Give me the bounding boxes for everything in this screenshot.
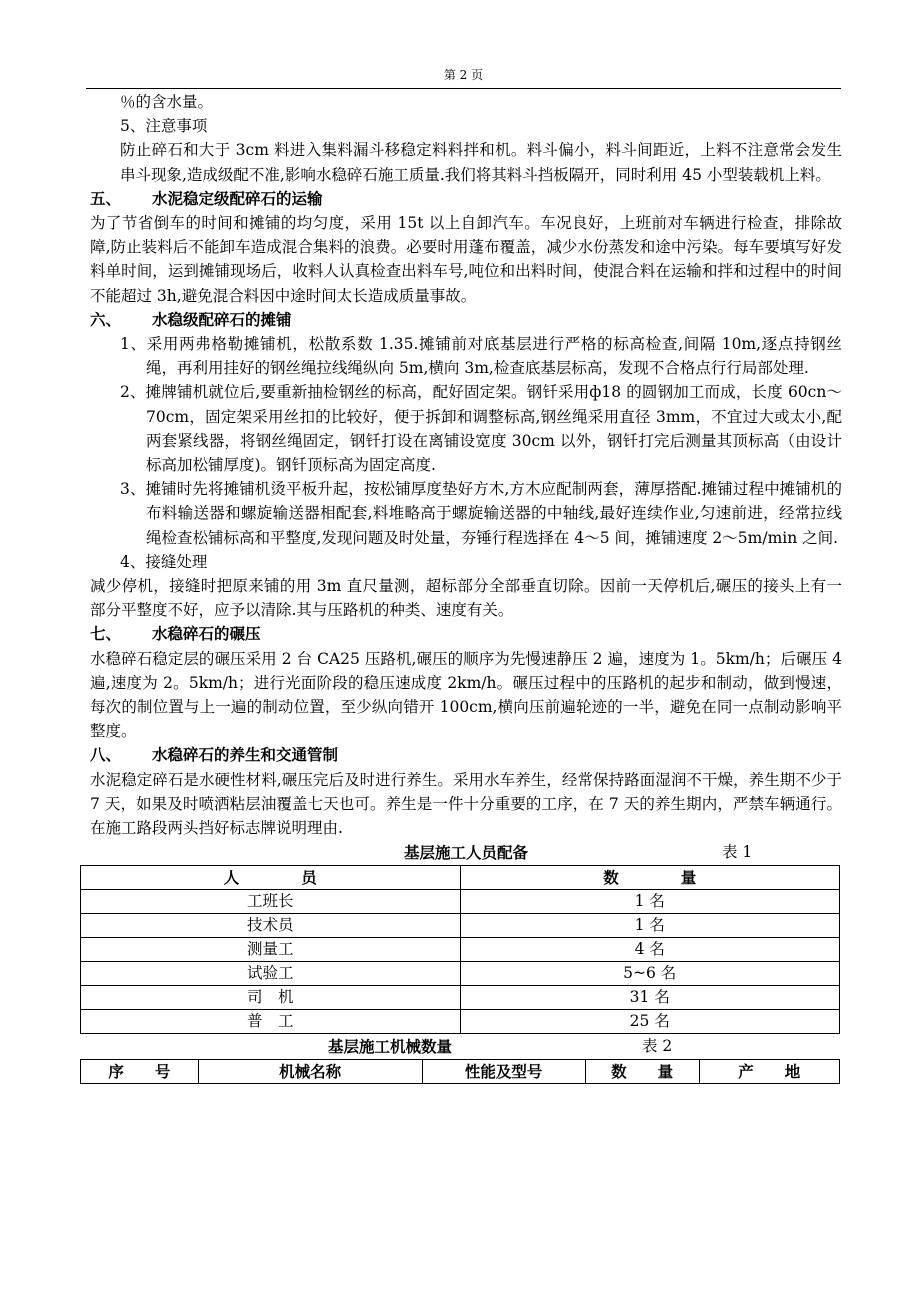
section-7-heading: 七、 水稳碎石的碾压 <box>90 624 261 644</box>
page-header <box>86 68 841 89</box>
section-7-body: 水稳碎石稳定层的碾压采用 2 台 CA25 压路机,碾压的顺序为先慢速静压 2 遍，速度为 1。5km/h；后碾压 4 遍,速度为 2。5km/h；进行光面阶段的稳压速成度 2km/h。碾压过程中的压路机的起步和制动，做到慢速，每次的制位置与上一遍的制动位置，至少纵向错开 100cm,横向压前遍轮迹的一半，避免在同一点制动影响平整度。 <box>90 649 842 741</box>
table-2-title: 基层施工机械数量 <box>328 1037 453 1057</box>
section-8-body: 水泥稳定碎石是水硬性材料,碾压完后及时进行养生。采用水车养生，经常保持路面湿润不干燥，养生期不少于 7 天，如果及时喷洒粘层油覆盖七天也可。养生是一件十分重要的工序，在 7 天的养生期内，严禁车辆通行。在施工路段两头挡好标志牌说明理由. <box>90 770 842 838</box>
table-cell: 31 名 <box>460 986 840 1010</box>
section-6-item-4-body: 减少停机，接缝时把原来铺的用 3m 直尺量测，超标部分全部垂直切除。因前一天停机后,碾压的接头上有一部分平整度不好，应予以清除.其与压路机的种类、速度有关。 <box>90 577 842 620</box>
document-body <box>90 90 842 1084</box>
section-6-item-3: 3、摊铺时先将摊铺机烫平板升起，按松铺厚度垫好方木,方木应配制两套，薄厚搭配.摊铺过程中摊铺机的布料输送器和螺旋输送器相配套,料堆略高于螺旋输送器的中轴线,最好连续作业,匀速前进，经常拉线绳检查松铺标高和平整度,发现问题及时处量，夯锤行程选择在 4～5 间，摊铺速度 2～5m/min 之间. <box>120 480 842 547</box>
note-body: 防止碎石和大于 3cm 料进入集料漏斗移稳定料料拌和机。料斗偏小，料斗间距近，上料不注意常会发生串斗现象,造成级配不准,影响水稳碎石施工质量.我们将其料斗挡板隔开，同时利用 45 小型装载机上料。 <box>120 141 842 184</box>
table-header-row <box>81 866 840 890</box>
table-cell: 测量工 <box>81 938 461 962</box>
table-cell: 25 名 <box>460 1010 840 1034</box>
table-1-title: 基层施工人员配备 <box>403 843 528 863</box>
section-6-heading: 六、 水稳级配碎石的摊铺 <box>90 309 292 329</box>
table-header-cell: 人 员 <box>81 866 461 890</box>
table-cell: 工班长 <box>81 890 461 914</box>
table-row <box>81 938 840 962</box>
table-header-cell: 序 号 <box>81 1060 199 1084</box>
table-2-number: 表 2 <box>642 1037 673 1056</box>
section-6-item-2: 2、摊牌铺机就位后,要重新抽检钢丝的标高，配好固定架。钢钎采用ф18 的圆钢加工而成，长度 60cn～70cm，固定架采用丝扣的比较好，便于拆卸和调整标高,钢丝绳采用直径 3mm，不宜过大或太小,配两套紧线器，将钢丝绳固定，钢钎打设在离铺设宽度 30cm 以外，钢钎打完后测量其顶标高（由设计标高加松铺厚度)。钢钎顶标高为固定高度. <box>120 383 842 475</box>
section-5-body: 为了节省倒车的时间和摊铺的均匀度，采用 15t 以上自卸汽车。车况良好，上班前对车辆进行检查，排除故障,防止装料后不能卸车造成混合集料的浪费。必要时用蓬布覆盖，减少水份蒸发和途中污染。每车要填写好发料单时间，运到摊铺现场后，收料人认真检查出料车号,吨位和出料时间，使混合料在运输和拌和过程中的时间不能超过 3h,避免混合料因中途时间太长造成质量事故。 <box>90 214 842 305</box>
table-cell: 司 机 <box>81 986 461 1010</box>
section-6-item-1: 1、采用两弗格勒摊铺机，松散系数 1.35.摊铺前对底基层进行严格的标高检查,间隔 10m,逐点持钢丝绳，再利用挂好的钢丝绳拉线绳纵向 5m,横向 3m,检查底基层标高，发现不合格点行行局部处理. <box>120 335 842 378</box>
table-1-caption <box>90 840 842 865</box>
section-8-heading: 八、 水稳碎石的养生和交通管制 <box>90 745 339 765</box>
continuation-line: ％的含水量。 <box>120 93 214 111</box>
section-6-item-4: 4、接缝处理 <box>120 552 208 571</box>
table-header-cell: 数 量 <box>585 1060 699 1084</box>
table-cell: 技术员 <box>81 914 461 938</box>
table-header-cell: 数 量 <box>460 866 840 890</box>
table-cell: 4 名 <box>460 938 840 962</box>
table-header-cell: 机械名称 <box>198 1060 422 1084</box>
table-2-caption <box>90 1034 842 1059</box>
table-row <box>81 890 840 914</box>
table-cell: 1 名 <box>460 914 840 938</box>
table-cell: 试验工 <box>81 962 461 986</box>
table-1-number: 表 1 <box>722 843 753 862</box>
note-heading: 5、注意事项 <box>120 117 208 136</box>
table-header-row <box>81 1060 840 1084</box>
table-header-cell: 性能及型号 <box>422 1060 585 1084</box>
section-5-heading: 五、 水泥稳定级配碎石的运输 <box>90 188 323 208</box>
table-row <box>81 1010 840 1034</box>
table-header-cell: 产 地 <box>699 1060 839 1084</box>
table-cell: 1 名 <box>460 890 840 914</box>
table-row <box>81 962 840 986</box>
table-row <box>81 986 840 1010</box>
table-row <box>81 914 840 938</box>
table-cell: 普 工 <box>81 1010 461 1034</box>
machinery-table <box>80 1059 840 1084</box>
table-cell: 5~6 名 <box>460 962 840 986</box>
page-number: 第 2 页 <box>443 68 484 82</box>
staffing-table <box>80 865 840 1034</box>
